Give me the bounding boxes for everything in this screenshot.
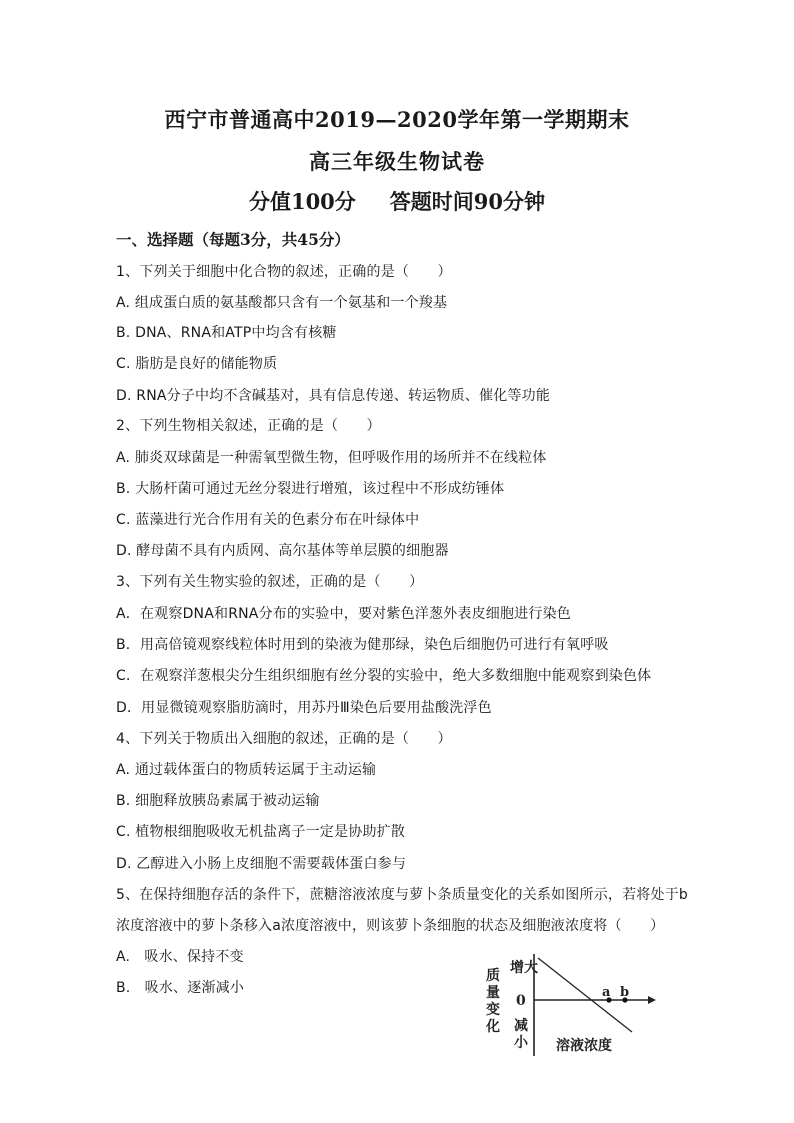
exam-title: 西宁市普通高中2019—2020学年第一学期期末 — [164, 107, 630, 132]
point-b-label: b — [620, 985, 630, 1000]
point-a-label: a — [602, 985, 611, 1000]
question-3-option-d: D．用显微镜观察脂肪滴时，用苏丹Ⅲ染色后要用盐酸洗浮色 — [116, 700, 492, 716]
section-heading: 一、选择题（每题3分，共45分） — [116, 230, 350, 249]
y-bottom-label-1: 减 — [514, 1018, 528, 1034]
x-axis-arrow — [648, 996, 656, 1004]
question-1-option-d: D. RNA分子中均不含碱基对，具有信息传递、转运物质、催化等功能 — [116, 388, 551, 404]
question-5-option-b: B. 吸水、逐渐减小 — [116, 980, 245, 996]
y-top-label: 增大 — [510, 960, 538, 976]
question-2-option-c: C. 蓝藻进行光合作用有关的色素分布在叶绿体中 — [116, 512, 420, 528]
x-axis-label: 溶液浓度 — [556, 1038, 612, 1054]
score-text: 分值100分 — [248, 189, 356, 214]
question-3-option-b: B．用高倍镜观察线粒体时用到的染液为健那绿，染色后细胞仍可进行有氧呼吸 — [116, 637, 609, 653]
question-5-stem-line1: 5、在保持细胞存活的条件下，蔗糖溶液浓度与萝卜条质量变化的关系如图所示，若将处于b — [116, 887, 688, 903]
question-2-stem: 2、下列生物相关叙述，正确的是（ ） — [116, 418, 381, 434]
exam-subtitle: 高三年级生物试卷 — [309, 149, 485, 174]
question-1-stem: 1、下列关于细胞中化合物的叙述，正确的是（ ） — [116, 264, 452, 280]
question-2-option-b: B. 大肠杆菌可通过无丝分裂进行增殖，该过程中不形成纺锤体 — [116, 481, 505, 497]
y-bottom-label-2: 小 — [514, 1035, 528, 1051]
question-4-option-d: D. 乙醇进入小肠上皮细胞不需要载体蛋白参与 — [116, 856, 407, 872]
question-2-option-a: A. 肺炎双球菌是一种需氧型微生物，但呼吸作用的场所并不在线粒体 — [116, 450, 547, 466]
question-2-option-d: D. 酵母菌不具有内质网、高尔基体等单层膜的细胞器 — [116, 543, 449, 559]
question-3-option-a: A．在观察DNA和RNA分布的实验中，要对紫色洋葱外表皮细胞进行染色 — [116, 606, 571, 622]
y-axis-label-2: 量 — [486, 985, 500, 1001]
y-axis-label-3: 变 — [486, 1002, 500, 1018]
question-4-stem: 4、下列关于物质出入细胞的叙述，正确的是（ ） — [116, 731, 452, 747]
trend-line — [538, 958, 632, 1032]
question-4-option-c: C. 植物根细胞吸收无机盐离子一定是协助扩散 — [116, 824, 406, 840]
question-1-option-b: B. DNA、RNA和ATP中均含有核糖 — [116, 325, 337, 341]
question-1-option-a: A. 组成蛋白质的氨基酸都只含有一个氨基和一个羧基 — [116, 295, 448, 311]
question-3-option-c: C．在观察洋葱根尖分生组织细胞有丝分裂的实验中，绝大多数细胞中能观察到染色体 — [116, 668, 652, 684]
question-4-option-b: B. 细胞释放胰岛素属于被动运输 — [116, 793, 320, 809]
zero-label: 0 — [516, 993, 526, 1009]
question-4-option-a: A. 通过载体蛋白的物质转运属于主动运输 — [116, 762, 377, 778]
y-axis-label-1: 质 — [486, 968, 500, 984]
question-1-option-c: C. 脂肪是良好的储能物质 — [116, 356, 278, 372]
question-5-stem-line2: 浓度溶液中的萝卜条移入a浓度溶液中，则该萝卜条细胞的状态及细胞液浓度将（ ） — [116, 918, 665, 934]
y-axis-label-4: 化 — [486, 1019, 500, 1035]
question-5-option-a: A. 吸水、保持不变 — [116, 949, 244, 965]
exam-score-time — [0, 186, 794, 216]
mass-change-diagram — [478, 950, 668, 1062]
question-3-stem: 3、下列有关生物实验的叙述，正确的是（ ） — [116, 574, 424, 590]
time-text: 答题时间90分钟 — [389, 189, 546, 214]
